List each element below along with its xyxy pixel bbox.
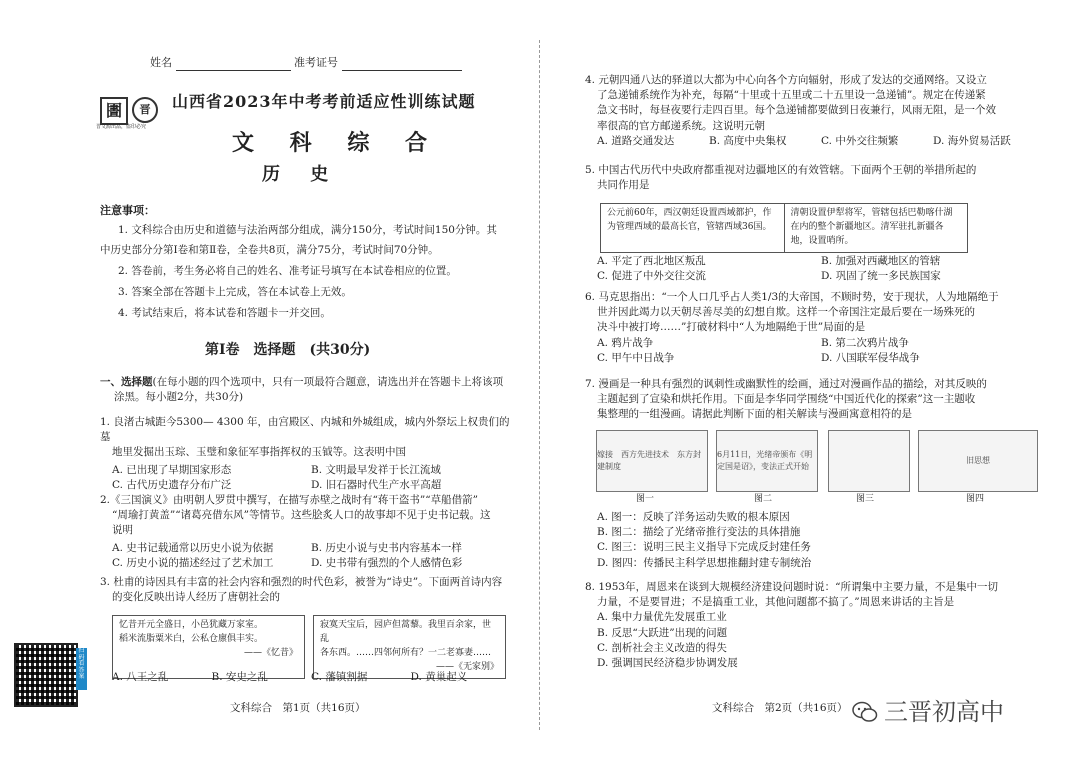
notice-1b: 中历史部分分第Ⅰ卷和第Ⅱ卷，全卷共8页，满分75分，考试时间70分钟。: [100, 244, 439, 256]
question-8: [585, 580, 1045, 671]
q8-stem-2: 力量，不是要冒进；不是搞重工业，其他问题都不搞了。”周恩来讲话的主旨是: [597, 596, 955, 609]
q6-option-d[interactable]: D. 八国联军侵华战争: [821, 351, 920, 364]
q6-stem: 6. 马克思指出：“一个人口几乎占人类1/3的大帝国，不顾时势，安于现状，人为地隔绝于: [585, 291, 999, 303]
notice-2: 2. 答卷前，考生务必将自己的姓名、准考证号填写在本试卷相应的位置。: [118, 265, 457, 277]
q5-option-b[interactable]: B. 加强对西藏地区的管辖: [821, 255, 941, 267]
q1-stem: 1. 良渚古城距今5300— 4300 年，由宫殿区、内城和外城组成，城内外祭坛上权贵们的墓: [100, 416, 510, 444]
q4-option-c[interactable]: C. 中外交往频繁: [821, 134, 899, 147]
q8-option-a[interactable]: A. 集中力量优先发展重工业: [597, 611, 727, 624]
cartoon-3-caption: 图三: [856, 494, 875, 504]
q5-material-2: 清朝设置伊犁将军，管辖包括巴勒喀什湖在内的整个新疆地区。清军驻扎新疆各地，设置哨所。: [784, 204, 968, 252]
cartoon-1-caption: 图一: [636, 494, 655, 504]
q1-option-a[interactable]: A. 已出现了早期国家形态: [112, 463, 232, 476]
question-3: [100, 575, 510, 605]
question-2: [100, 493, 510, 571]
q6-option-b[interactable]: B. 第二次鸦片战争: [821, 336, 909, 349]
cartoon-3-image: [828, 430, 910, 492]
name-blank[interactable]: [176, 58, 291, 71]
exam-no-blank[interactable]: [342, 58, 462, 71]
q2-option-b[interactable]: B. 历史小说与史书内容基本一样: [311, 541, 462, 554]
q7-options: [585, 510, 1045, 571]
q5-material-box: [600, 203, 968, 253]
q4-option-a[interactable]: A. 道路交通发达: [597, 134, 675, 147]
q2-option-c[interactable]: C. 历史小说的描述经过了艺术加工: [112, 556, 274, 569]
q1-option-b[interactable]: B. 文明最早发祥于长江流域: [311, 463, 441, 476]
name-label: 姓名: [150, 56, 172, 69]
logo-caption: 晋文源出品，盗印必究: [96, 124, 147, 130]
q7-stem-3: 集整理的一组漫画。请据此判断下面的相关解读与漫画寓意相符的是: [597, 408, 912, 421]
q4-stem: 4. 元朝四通八达的驿道以大都为中心向各个方向辐射，形成了发达的交通网络。又设立: [585, 74, 987, 86]
q4-stem-3: 急文书时，每昼夜要行走四百里。每个急递铺都要做到日夜兼行，风雨无阻，是一个效: [597, 104, 996, 117]
poem-2-source: ——《无家别》: [435, 661, 499, 672]
name-line: [150, 55, 462, 71]
q2-option-d[interactable]: D. 史书带有强烈的个人感情色彩: [311, 556, 463, 569]
subsubject-title: 历 史: [262, 164, 341, 185]
q3-options: [100, 670, 510, 685]
notice-3: 3. 答案全部在答题卡上完成，答在本试卷上无效。: [118, 286, 352, 298]
q2-stem-3: 说明: [112, 524, 133, 537]
cartoon-1-image: 嫁接 西方先进技术 东方封建制度: [596, 430, 708, 492]
q8-option-c[interactable]: C. 剖析社会主义改造的得失: [597, 641, 727, 654]
q8-stem: 8. 1953年，周恩来在谈到大规模经济建设问题时说：“所谓集中主要力量，不是集中一切: [585, 581, 998, 593]
q7-stem-2: 主题起到了宣染和烘托作用。下面是李华同学围绕“中国近代化的探索”这一主题收: [597, 393, 976, 406]
poem-2-line-1: 寂寞天宝后，园庐但蒿藜。我里百余家，世乱: [320, 620, 492, 644]
q4-stem-4: 率很高的官方邮递系统。这说明元朝: [597, 119, 765, 132]
footer-page-1: 文科综合 第1页（共16页）: [230, 702, 366, 714]
q4-stem-2: 了急递铺系统作为补充，每隔“十里或十五里或二十五里设一急递铺”。规定在传递紧: [597, 89, 986, 102]
q3-stem-2: 的变化反映出诗人经历了唐朝社会的: [112, 591, 280, 604]
watermark-text: 三晋初高中: [884, 698, 1004, 726]
q2-option-a[interactable]: A. 史书记载通常以历史小说为依据: [112, 541, 274, 554]
poem-1-line-2: 稻米流脂粟米白，公私仓廪俱丰实。: [119, 633, 264, 644]
poem-1-line-1: 忆昔开元全盛日，小邑犹藏万家室。: [119, 620, 264, 630]
q7-stem: 7. 漫画是一种具有强烈的讽刺性或幽默性的绘画，通过对漫画作品的描绘，对其反映的: [585, 378, 987, 390]
notice-heading: 注意事项：: [100, 204, 155, 217]
q6-stem-3: 决斗中被打垮……”打破材料中“人为地隔绝于世”局面的是: [597, 321, 866, 334]
q1-option-c[interactable]: C. 古代历史遗存分布广泛: [112, 478, 232, 491]
cartoon-2-caption: 图二: [754, 494, 773, 504]
publisher-logo: [100, 97, 158, 125]
q5-option-c[interactable]: C. 促进了中外交往交流: [597, 270, 706, 283]
q5-material-1: 公元前60年，西汉朝廷设置西域都护，作为管理西域的最高长官，管辖西域36国。: [607, 208, 772, 232]
q5-option-a[interactable]: A. 平定了西北地区叛乱: [597, 255, 706, 267]
q1-stem-2: 地里发掘出玉琮、玉璧和象征军事指挥权的玉钺等。这表明中国: [112, 446, 406, 459]
question-6: [585, 290, 1045, 366]
q5-option-d[interactable]: D. 巩固了统一多民族国家: [821, 270, 941, 283]
poem-1-source: ——《忆昔》: [243, 647, 298, 658]
q3-stem: 3. 杜甫的诗因具有丰富的社会内容和强烈的时代色彩，被誉为“诗史”。下面两首诗内容: [100, 576, 503, 588]
cartoon-4-image: 旧思想: [918, 430, 1038, 492]
q4-option-d[interactable]: D. 海外贸易活跃: [933, 134, 1011, 147]
question-7: [585, 377, 1045, 423]
notice-4: 4. 考试结束后，将本试卷和答题卡一并交回。: [118, 307, 331, 319]
q5-stem: 5. 中国古代历代中央政府都重视对边疆地区的有效管辖。下面两个王朝的举措所起的: [585, 164, 977, 176]
q5-stem-2: 共同作用是: [597, 179, 650, 192]
notice-1a: 1. 文科综合由历史和道德与法治两部分组成，满分150分，考试时间150分钟。其: [118, 224, 497, 236]
q2-stem-2: “周瑜打黄盖”“诸葛亮借东风”等情节。这些脍炙人口的故事却不见于史书记载。这: [112, 509, 491, 522]
section-intro-text: (在每小题的四个选项中，只有一项最符合题意，请选出并在答题卡上将该项: [152, 376, 504, 388]
right-page: [540, 0, 1080, 760]
q3-option-c[interactable]: C. 藩镇割据: [311, 671, 368, 683]
cartoon-4-caption: 图四: [966, 494, 985, 504]
q7-cartoons: [596, 430, 1036, 508]
q5-options: [585, 254, 1045, 284]
section-intro-text-2: 涂黑。每小题2分，共30分): [114, 391, 244, 404]
watermark: [852, 695, 1004, 730]
exam-no-label: 准考证号: [294, 56, 338, 69]
q3-option-d[interactable]: D. 黄巢起义: [410, 671, 468, 683]
q7-option-b[interactable]: B. 图二：描绘了光绪帝推行变法的具体措施: [597, 526, 801, 539]
cartoon-2-image: 6月11日，光绪帝颁布《明定国是诏》，变法正式开始: [716, 430, 818, 492]
q7-option-c[interactable]: C. 图三：说明三民主义指导下完成反封建任务: [597, 541, 811, 554]
footer-page-2: 文科综合 第2页（共16页）: [712, 702, 848, 714]
q3-option-a[interactable]: A. 八王之乱: [112, 671, 169, 683]
question-5: [585, 163, 1045, 193]
section-title: 第Ⅰ卷 选择题 (共30分): [205, 342, 371, 358]
q7-option-d[interactable]: D. 图四：传播民主科学思想推翻封建专制统治: [597, 556, 812, 569]
section-intro-bold: 一、选择题: [100, 376, 153, 388]
wechat-icon: [852, 701, 878, 723]
q4-option-b[interactable]: B. 高度中央集权: [709, 134, 787, 147]
q6-stem-2: 世并因此竭力以天朝尽善尽美的幻想自欺。这样一个帝国注定最后要在一场殊死的: [597, 306, 975, 319]
section-intro: [100, 375, 510, 405]
logo-seal-icon: 晋: [132, 97, 158, 123]
question-4: [585, 73, 1045, 149]
exam-title: 山西省2023年中考考前适应性训练试题: [172, 92, 476, 111]
q2-stem: 2.《三国演义》由明朝人罗贯中撰写，在描写赤壁之战时有“蒋干盗书”“草船借箭”: [100, 494, 478, 506]
logo-mark: 圕: [100, 97, 128, 125]
poem-2-line-2: 各东西。……四邻何所有？一二老寡妻……: [320, 647, 492, 658]
q7-option-a[interactable]: A. 图一：反映了洋务运动失败的根本原因: [597, 511, 790, 523]
q6-option-a[interactable]: A. 鸦片战争: [597, 336, 654, 349]
qr-code[interactable]: [14, 643, 78, 707]
q8-option-b[interactable]: B. 反思“大跃进”出现的问题: [597, 626, 728, 639]
qr-badge: 扫码看答案: [76, 648, 87, 690]
q8-option-d[interactable]: D. 强调国民经济稳步协调发展: [597, 657, 738, 670]
question-1: [100, 415, 510, 493]
q3-option-b[interactable]: B. 安史之乱: [211, 671, 268, 683]
q1-option-d[interactable]: D. 旧石器时代生产水平高超: [311, 478, 442, 491]
subject-title: 文 科 综 合: [232, 130, 441, 156]
q6-option-c[interactable]: C. 甲午中日战争: [597, 351, 675, 364]
